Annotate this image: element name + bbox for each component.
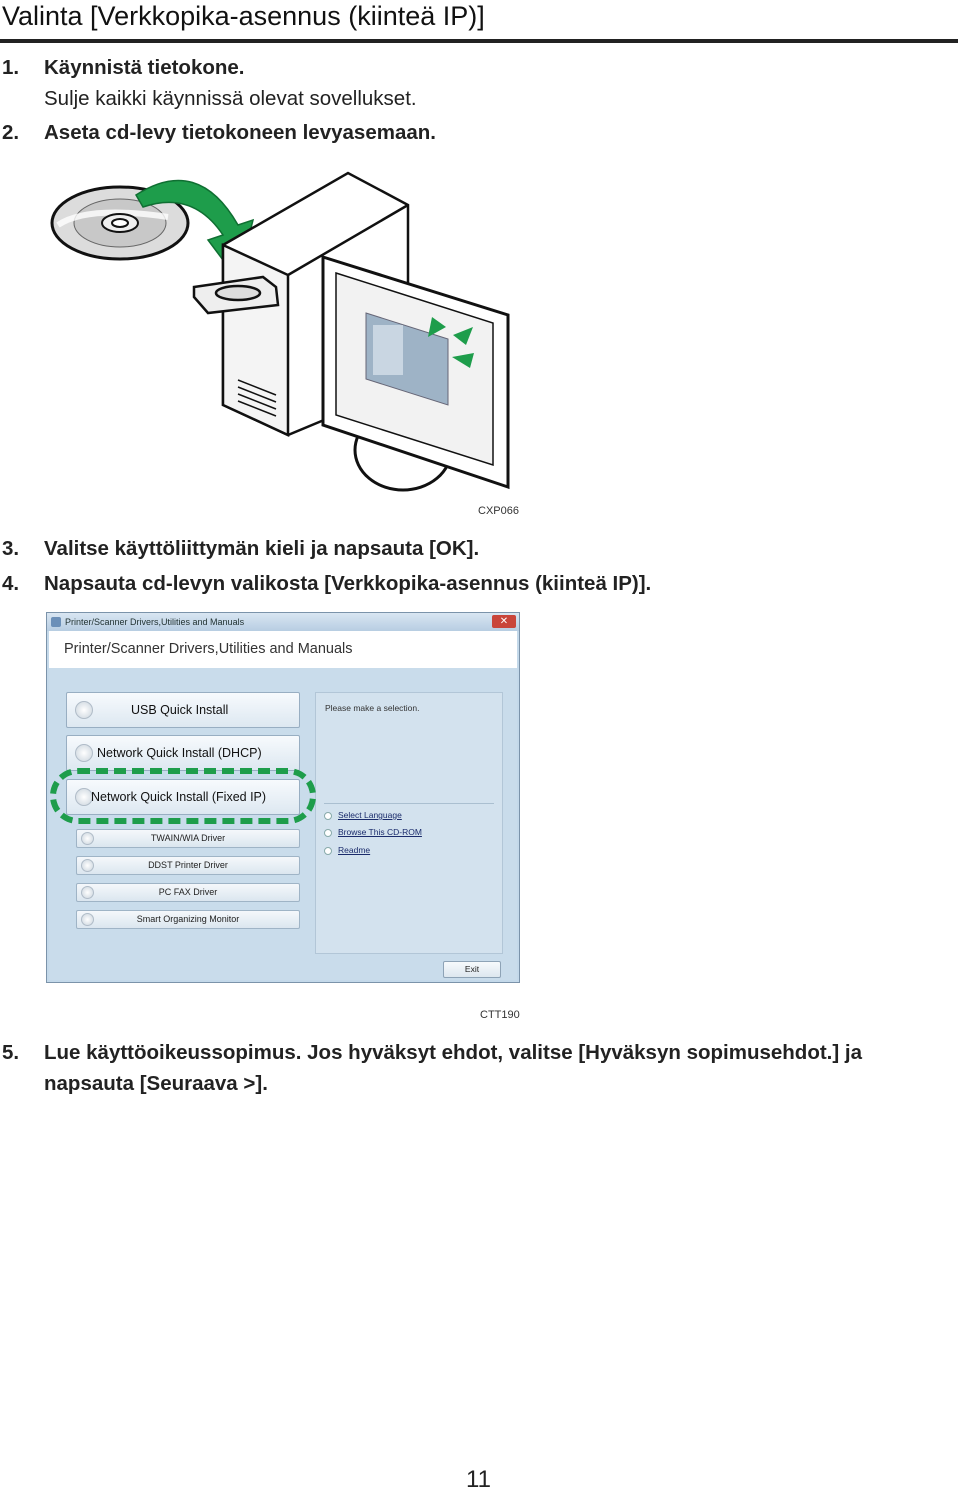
page-title: Valinta [Verkkopika-asennus (kiinteä IP)] xyxy=(2,1,485,31)
panel-message: Please make a selection. xyxy=(325,703,420,713)
step-3-number: 3. xyxy=(2,537,20,560)
exit-button[interactable]: Exit xyxy=(443,961,501,978)
step-5 xyxy=(2,1040,862,1066)
page-number: 11 xyxy=(466,1466,491,1493)
usb-quick-install-label: USB Quick Install xyxy=(131,703,229,717)
usb-quick-install-button[interactable] xyxy=(66,692,300,728)
smart-organizing-label: Smart Organizing Monitor xyxy=(136,914,240,924)
selection-panel xyxy=(315,692,503,954)
ddst-printer-driver-button[interactable] xyxy=(76,856,300,875)
installer-header: Printer/Scanner Drivers,Utilities and Manuals xyxy=(49,631,517,668)
radio-icon xyxy=(324,829,332,837)
step-3 xyxy=(2,536,479,562)
option-browse-cd-label: Browse This CD-ROM xyxy=(338,827,422,837)
step-5-number: 5. xyxy=(2,1041,20,1064)
step-1-number: 1. xyxy=(2,56,20,79)
highlight-fixed-ip xyxy=(50,768,316,824)
step-4-number: 4. xyxy=(2,572,20,595)
pc-fax-label: PC FAX Driver xyxy=(158,887,218,897)
radio-icon xyxy=(324,812,332,820)
figure-code-2: CTT190 xyxy=(480,1009,520,1021)
figure-code-1: CXP066 xyxy=(478,505,519,517)
install-icon xyxy=(81,859,94,872)
option-readme-label: Readme xyxy=(338,845,371,855)
panel-divider xyxy=(324,803,494,804)
step-1-detail: Sulje kaikki käynnissä olevat sovellukset. xyxy=(44,87,417,110)
option-select-language[interactable] xyxy=(324,810,402,820)
step-4-text: Napsauta cd-levyn valikosta [Verkkopika-asennus (kiinteä IP)]. xyxy=(44,572,652,595)
twain-wia-label: TWAIN/WIA Driver xyxy=(150,833,226,843)
step-2 xyxy=(2,120,436,146)
step-1 xyxy=(2,55,245,81)
install-icon xyxy=(75,744,93,762)
option-browse-cd[interactable] xyxy=(324,827,422,837)
install-icon xyxy=(75,701,93,719)
install-icon xyxy=(81,886,94,899)
installer-body xyxy=(49,668,517,980)
option-select-language-label: Select Language xyxy=(338,810,402,820)
ddst-label: DDST Printer Driver xyxy=(148,860,228,870)
network-dhcp-label: Network Quick Install (DHCP) xyxy=(97,746,262,760)
network-fixed-ip-label: Network Quick Install (Fixed IP) xyxy=(91,790,267,804)
radio-icon xyxy=(324,847,332,855)
step-5-continued xyxy=(44,1071,268,1097)
cd-insert-illustration xyxy=(48,165,518,495)
step-2-number: 2. xyxy=(2,121,20,144)
monitor-icon xyxy=(323,257,508,490)
step-5-text: Lue käyttöoikeussopimus. Jos hyväksyt ehdot, valitse [Hyväksyn sopimusehdot.] ja xyxy=(44,1041,862,1064)
step-4 xyxy=(2,571,651,597)
step-5-text-continued: napsauta [Seuraava >]. xyxy=(44,1072,268,1095)
smart-organizing-monitor-button[interactable] xyxy=(76,910,300,929)
network-quick-install-dhcp-button[interactable] xyxy=(66,735,300,771)
title-rule xyxy=(0,39,958,43)
close-icon[interactable]: ✕ xyxy=(492,615,516,628)
step-2-text: Aseta cd-levy tietokoneen levyasemaan. xyxy=(44,121,436,144)
installer-window-title: Printer/Scanner Drivers,Utilities and Manuals xyxy=(65,617,245,627)
install-icon xyxy=(81,913,94,926)
installer-titlebar xyxy=(47,613,519,631)
twain-wia-driver-button[interactable] xyxy=(76,829,300,848)
step-1-text: Käynnistä tietokone. xyxy=(44,56,245,79)
install-icon xyxy=(81,832,94,845)
pc-fax-driver-button[interactable] xyxy=(76,883,300,902)
app-icon xyxy=(51,617,61,627)
step-3-text: Valitse käyttöliittymän kieli ja napsauta [OK]. xyxy=(44,537,480,560)
option-readme[interactable] xyxy=(324,845,370,855)
